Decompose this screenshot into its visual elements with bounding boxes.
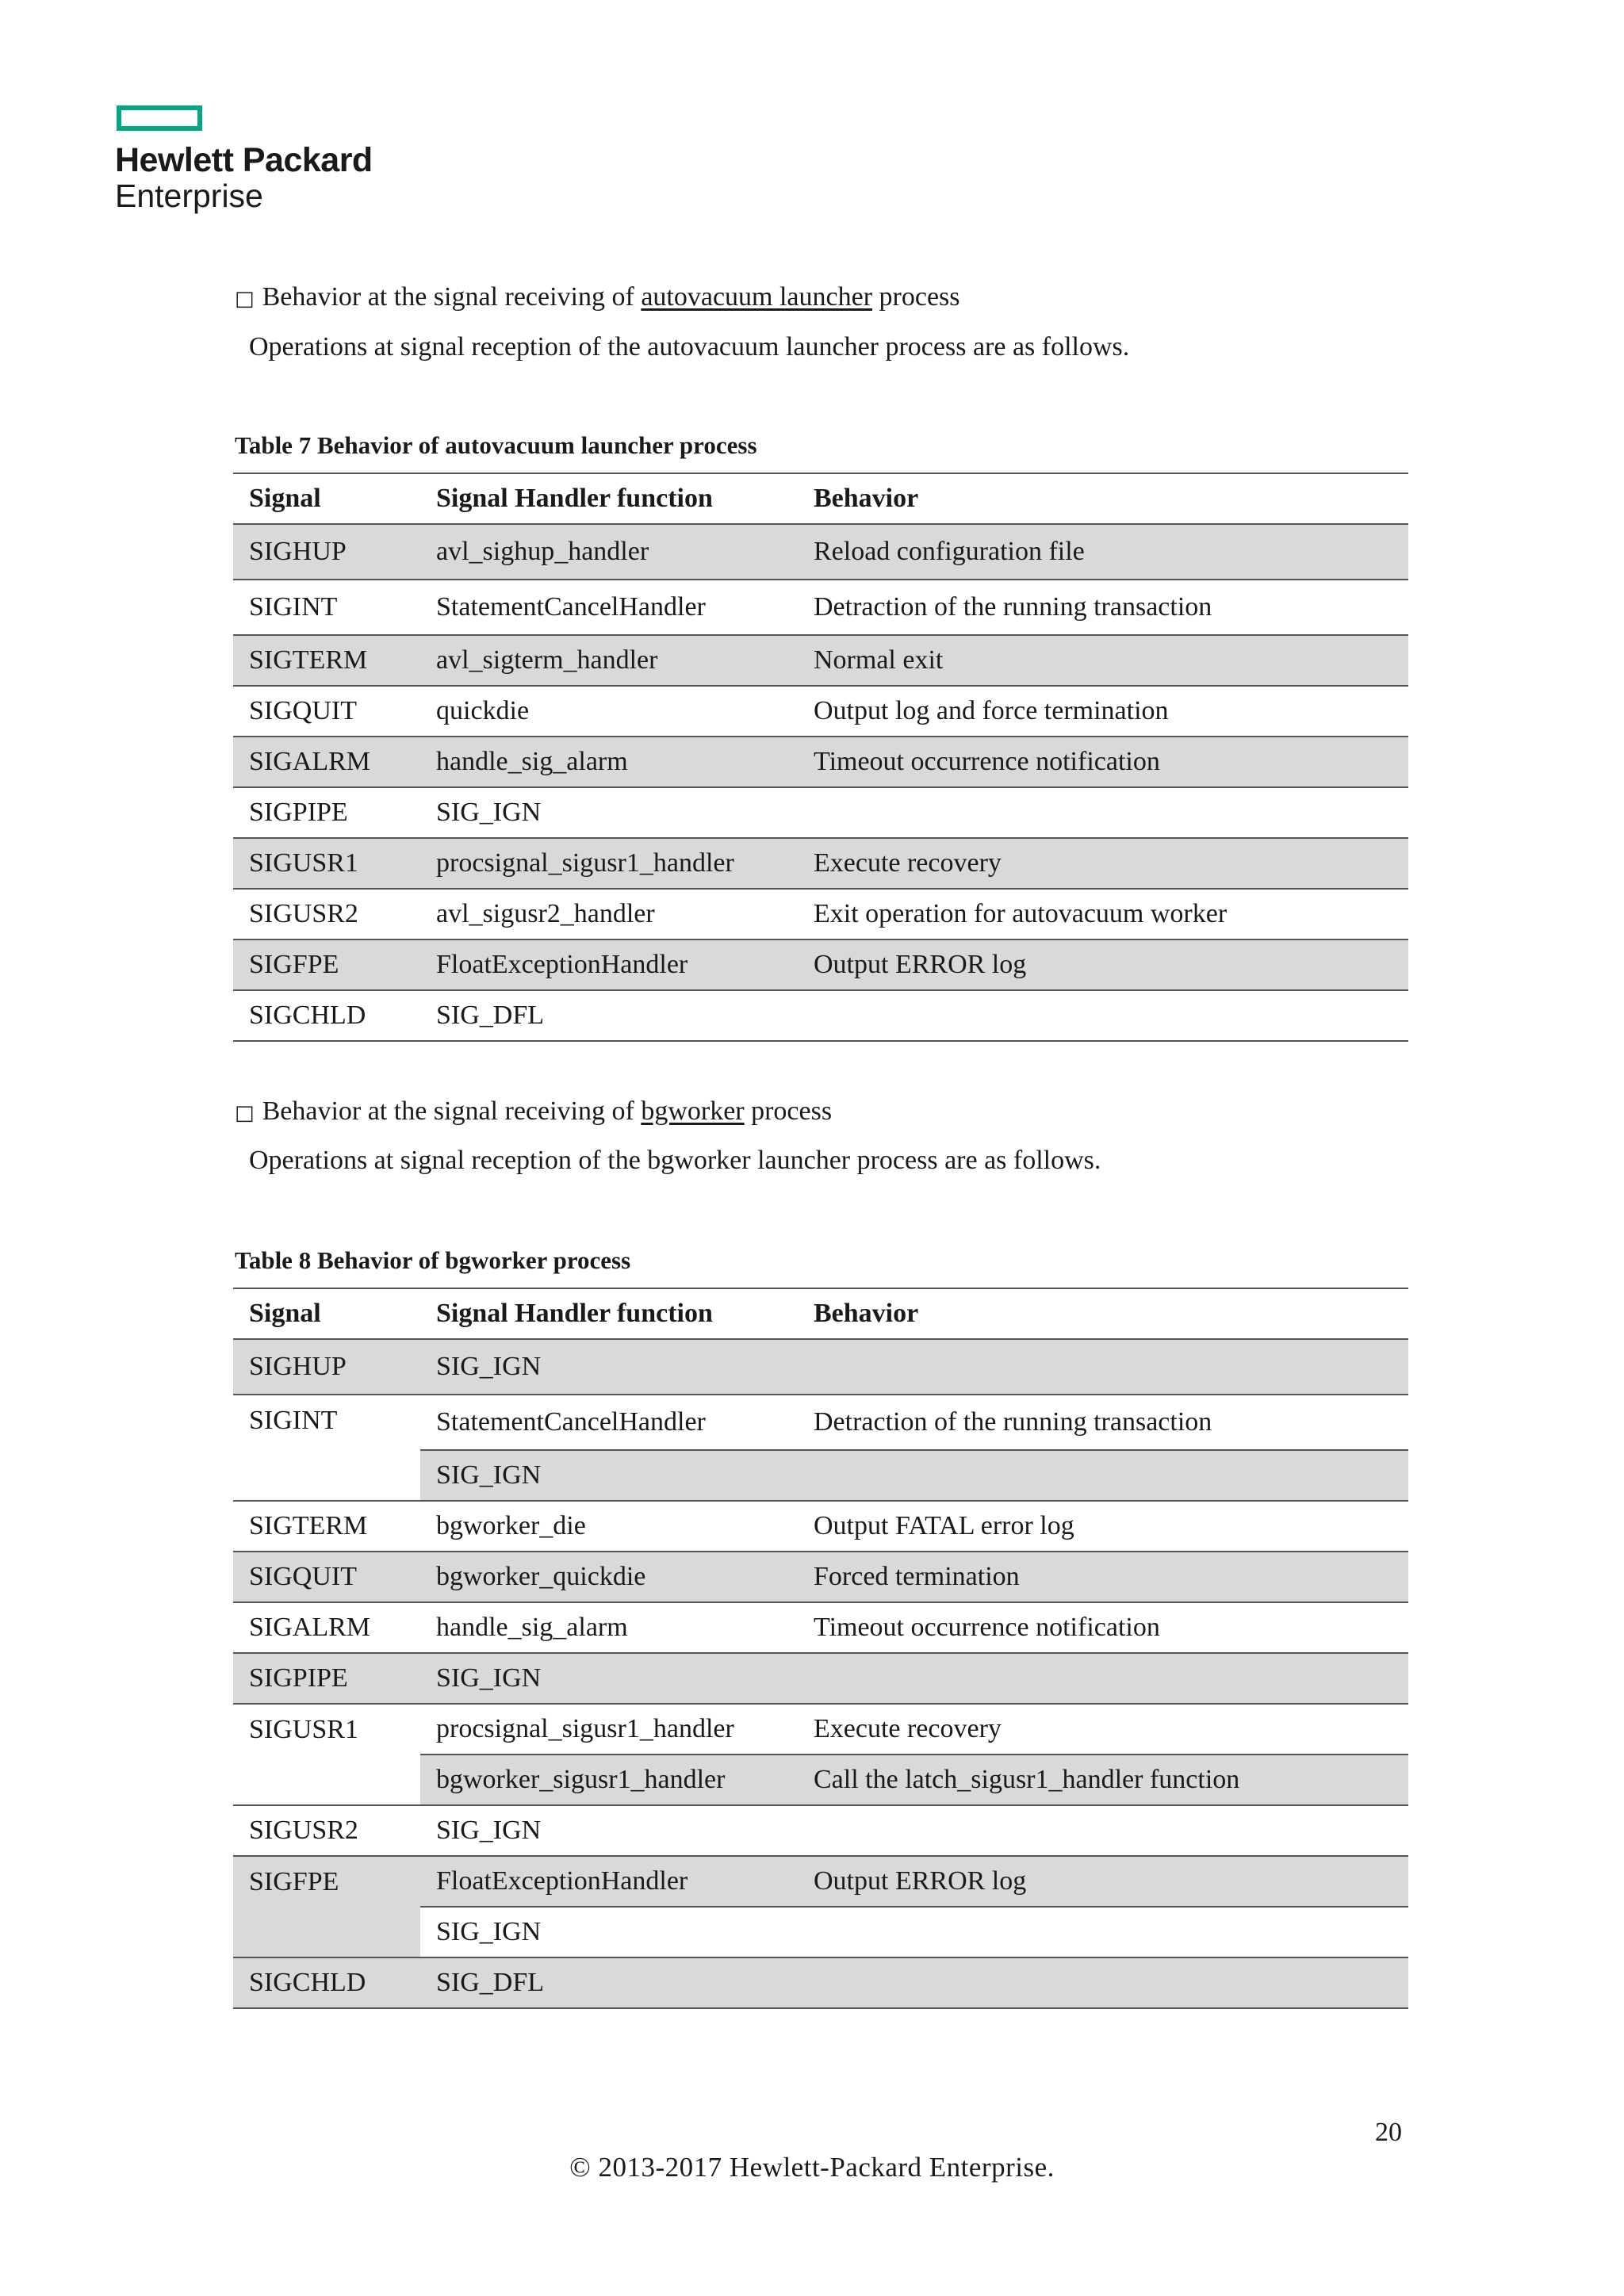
table-row: [233, 939, 1408, 990]
cell-signal: SIGCHLD: [233, 1957, 420, 2008]
cell-signal: SIGQUIT: [233, 686, 420, 737]
cell-behavior: Forced termination: [798, 1552, 1408, 1602]
cell-handler: bgworker_quickdie: [420, 1552, 798, 1602]
section-heading-bgworker: [235, 1096, 832, 1129]
cell-behavior: Output FATAL error log: [798, 1501, 1408, 1552]
autovacuum-launcher-link[interactable]: autovacuum launcher: [641, 282, 873, 312]
cell-handler: SIG_IGN: [420, 1907, 798, 1957]
cell-handler: SIG_DFL: [420, 990, 798, 1041]
cell-signal: SIGFPE: [233, 1856, 420, 1957]
table-row: [233, 838, 1408, 889]
heading-prefix: Behavior at the signal receiving of: [262, 282, 634, 312]
cell-handler: avl_sighup_handler: [420, 524, 798, 580]
cell-behavior: Call the latch_sigusr1_handler function: [798, 1755, 1408, 1805]
table-row: [233, 787, 1408, 838]
cell-handler: SIG_IGN: [420, 1653, 798, 1704]
table-8-caption: Table 8 Behavior of bgworker process: [235, 1246, 631, 1274]
cell-signal: SIGQUIT: [233, 1552, 420, 1602]
cell-handler: SIG_IGN: [420, 1339, 798, 1395]
cell-handler: SIG_IGN: [420, 1450, 798, 1501]
table-row: [233, 1552, 1408, 1602]
cell-behavior: Output ERROR log: [798, 939, 1408, 990]
header-behavior: Behavior: [798, 473, 1408, 524]
cell-behavior: [798, 1957, 1408, 2008]
table-row: [233, 1805, 1408, 1856]
heading-prefix: Behavior at the signal receiving of: [262, 1096, 634, 1126]
table-row: [233, 990, 1408, 1041]
cell-signal: SIGINT: [233, 580, 420, 635]
cell-handler: FloatExceptionHandler: [420, 1856, 798, 1907]
cell-behavior: Reload configuration file: [798, 524, 1408, 580]
table-row: [233, 737, 1408, 787]
cell-behavior: Detraction of the running transaction: [798, 580, 1408, 635]
cell-behavior: Execute recovery: [798, 838, 1408, 889]
logo-text-line2: Enterprise: [115, 178, 263, 214]
cell-behavior: Normal exit: [798, 635, 1408, 686]
header-behavior: Behavior: [798, 1288, 1408, 1339]
cell-handler: avl_sigterm_handler: [420, 635, 798, 686]
cell-signal: SIGUSR1: [233, 1704, 420, 1805]
table-header-row: [233, 473, 1408, 524]
cell-behavior: Timeout occurrence notification: [798, 1602, 1408, 1653]
cell-behavior: Output log and force termination: [798, 686, 1408, 737]
cell-signal: SIGALRM: [233, 737, 420, 787]
cell-behavior: [798, 1339, 1408, 1395]
cell-handler: handle_sig_alarm: [420, 1602, 798, 1653]
cell-behavior: [798, 787, 1408, 838]
table-row: [233, 580, 1408, 635]
bullet-square-icon: □: [235, 1101, 255, 1125]
table-7-caption: Table 7 Behavior of autovacuum launcher process: [235, 431, 757, 459]
table-row: [233, 1339, 1408, 1395]
cell-signal: SIGUSR2: [233, 1805, 420, 1856]
logo-rectangle-mark: [117, 105, 202, 131]
table-row: [233, 1957, 1408, 2008]
table-row: [233, 524, 1408, 580]
table-row: [233, 889, 1408, 939]
cell-handler: StatementCancelHandler: [420, 580, 798, 635]
bgworker-link[interactable]: bgworker: [641, 1096, 745, 1126]
section-intro-bgworker: Operations at signal reception of the bgworker launcher process are as follows.: [249, 1146, 1101, 1175]
cell-handler: handle_sig_alarm: [420, 737, 798, 787]
cell-behavior: Exit operation for autovacuum worker: [798, 889, 1408, 939]
section-intro-autovacuum: Operations at signal reception of the autovacuum launcher process are as follows.: [249, 332, 1130, 362]
copyright-notice: © 2013-2017 Hewlett-Packard Enterprise.: [569, 2152, 1055, 2183]
table-row: [233, 635, 1408, 686]
cell-signal: SIGUSR1: [233, 838, 420, 889]
cell-handler: quickdie: [420, 686, 798, 737]
cell-handler: SIG_IGN: [420, 1805, 798, 1856]
header-signal: Signal: [233, 1288, 420, 1339]
cell-signal: SIGCHLD: [233, 990, 420, 1041]
table-row: [233, 1395, 1408, 1450]
cell-behavior: Output ERROR log: [798, 1856, 1408, 1907]
cell-handler: SIG_DFL: [420, 1957, 798, 2008]
logo-text-line1: Hewlett Packard: [115, 141, 373, 179]
cell-signal: SIGHUP: [233, 1339, 420, 1395]
cell-behavior: Execute recovery: [798, 1704, 1408, 1755]
cell-behavior: [798, 990, 1408, 1041]
cell-signal: SIGTERM: [233, 635, 420, 686]
cell-signal: SIGHUP: [233, 524, 420, 580]
table-header-row: [233, 1288, 1408, 1339]
table-row: [233, 1704, 1408, 1755]
table-7-autovacuum-signals: [233, 473, 1408, 1042]
cell-handler: FloatExceptionHandler: [420, 939, 798, 990]
cell-behavior: [798, 1653, 1408, 1704]
cell-handler: avl_sigusr2_handler: [420, 889, 798, 939]
cell-handler: SIG_IGN: [420, 787, 798, 838]
cell-behavior: Timeout occurrence notification: [798, 737, 1408, 787]
cell-handler: bgworker_die: [420, 1501, 798, 1552]
cell-signal: SIGFPE: [233, 939, 420, 990]
page-number: 20: [1375, 2118, 1402, 2147]
header-handler: Signal Handler function: [420, 1288, 798, 1339]
table-row: [233, 1501, 1408, 1552]
cell-signal: SIGPIPE: [233, 1653, 420, 1704]
section-heading-autovacuum: [235, 281, 960, 315]
cell-handler: StatementCancelHandler: [420, 1395, 798, 1450]
cell-handler: procsignal_sigusr1_handler: [420, 1704, 798, 1755]
bullet-square-icon: □: [235, 287, 255, 311]
cell-signal: SIGPIPE: [233, 787, 420, 838]
hpe-logo: [115, 105, 373, 213]
cell-signal: SIGTERM: [233, 1501, 420, 1552]
header-handler: Signal Handler function: [420, 473, 798, 524]
heading-suffix: process: [879, 282, 960, 312]
table-row: [233, 1653, 1408, 1704]
cell-signal: SIGALRM: [233, 1602, 420, 1653]
cell-behavior: [798, 1907, 1408, 1957]
cell-handler: procsignal_sigusr1_handler: [420, 838, 798, 889]
table-row: [233, 686, 1408, 737]
cell-handler: bgworker_sigusr1_handler: [420, 1755, 798, 1805]
cell-behavior: [798, 1805, 1408, 1856]
cell-signal: SIGUSR2: [233, 889, 420, 939]
heading-suffix: process: [751, 1096, 833, 1126]
cell-signal: SIGINT: [233, 1395, 420, 1501]
header-signal: Signal: [233, 473, 420, 524]
cell-behavior: Detraction of the running transaction: [798, 1395, 1408, 1450]
table-8-bgworker-signals: [233, 1288, 1408, 2009]
table-row: [233, 1602, 1408, 1653]
table-row: [233, 1856, 1408, 1907]
cell-behavior: [798, 1450, 1408, 1501]
